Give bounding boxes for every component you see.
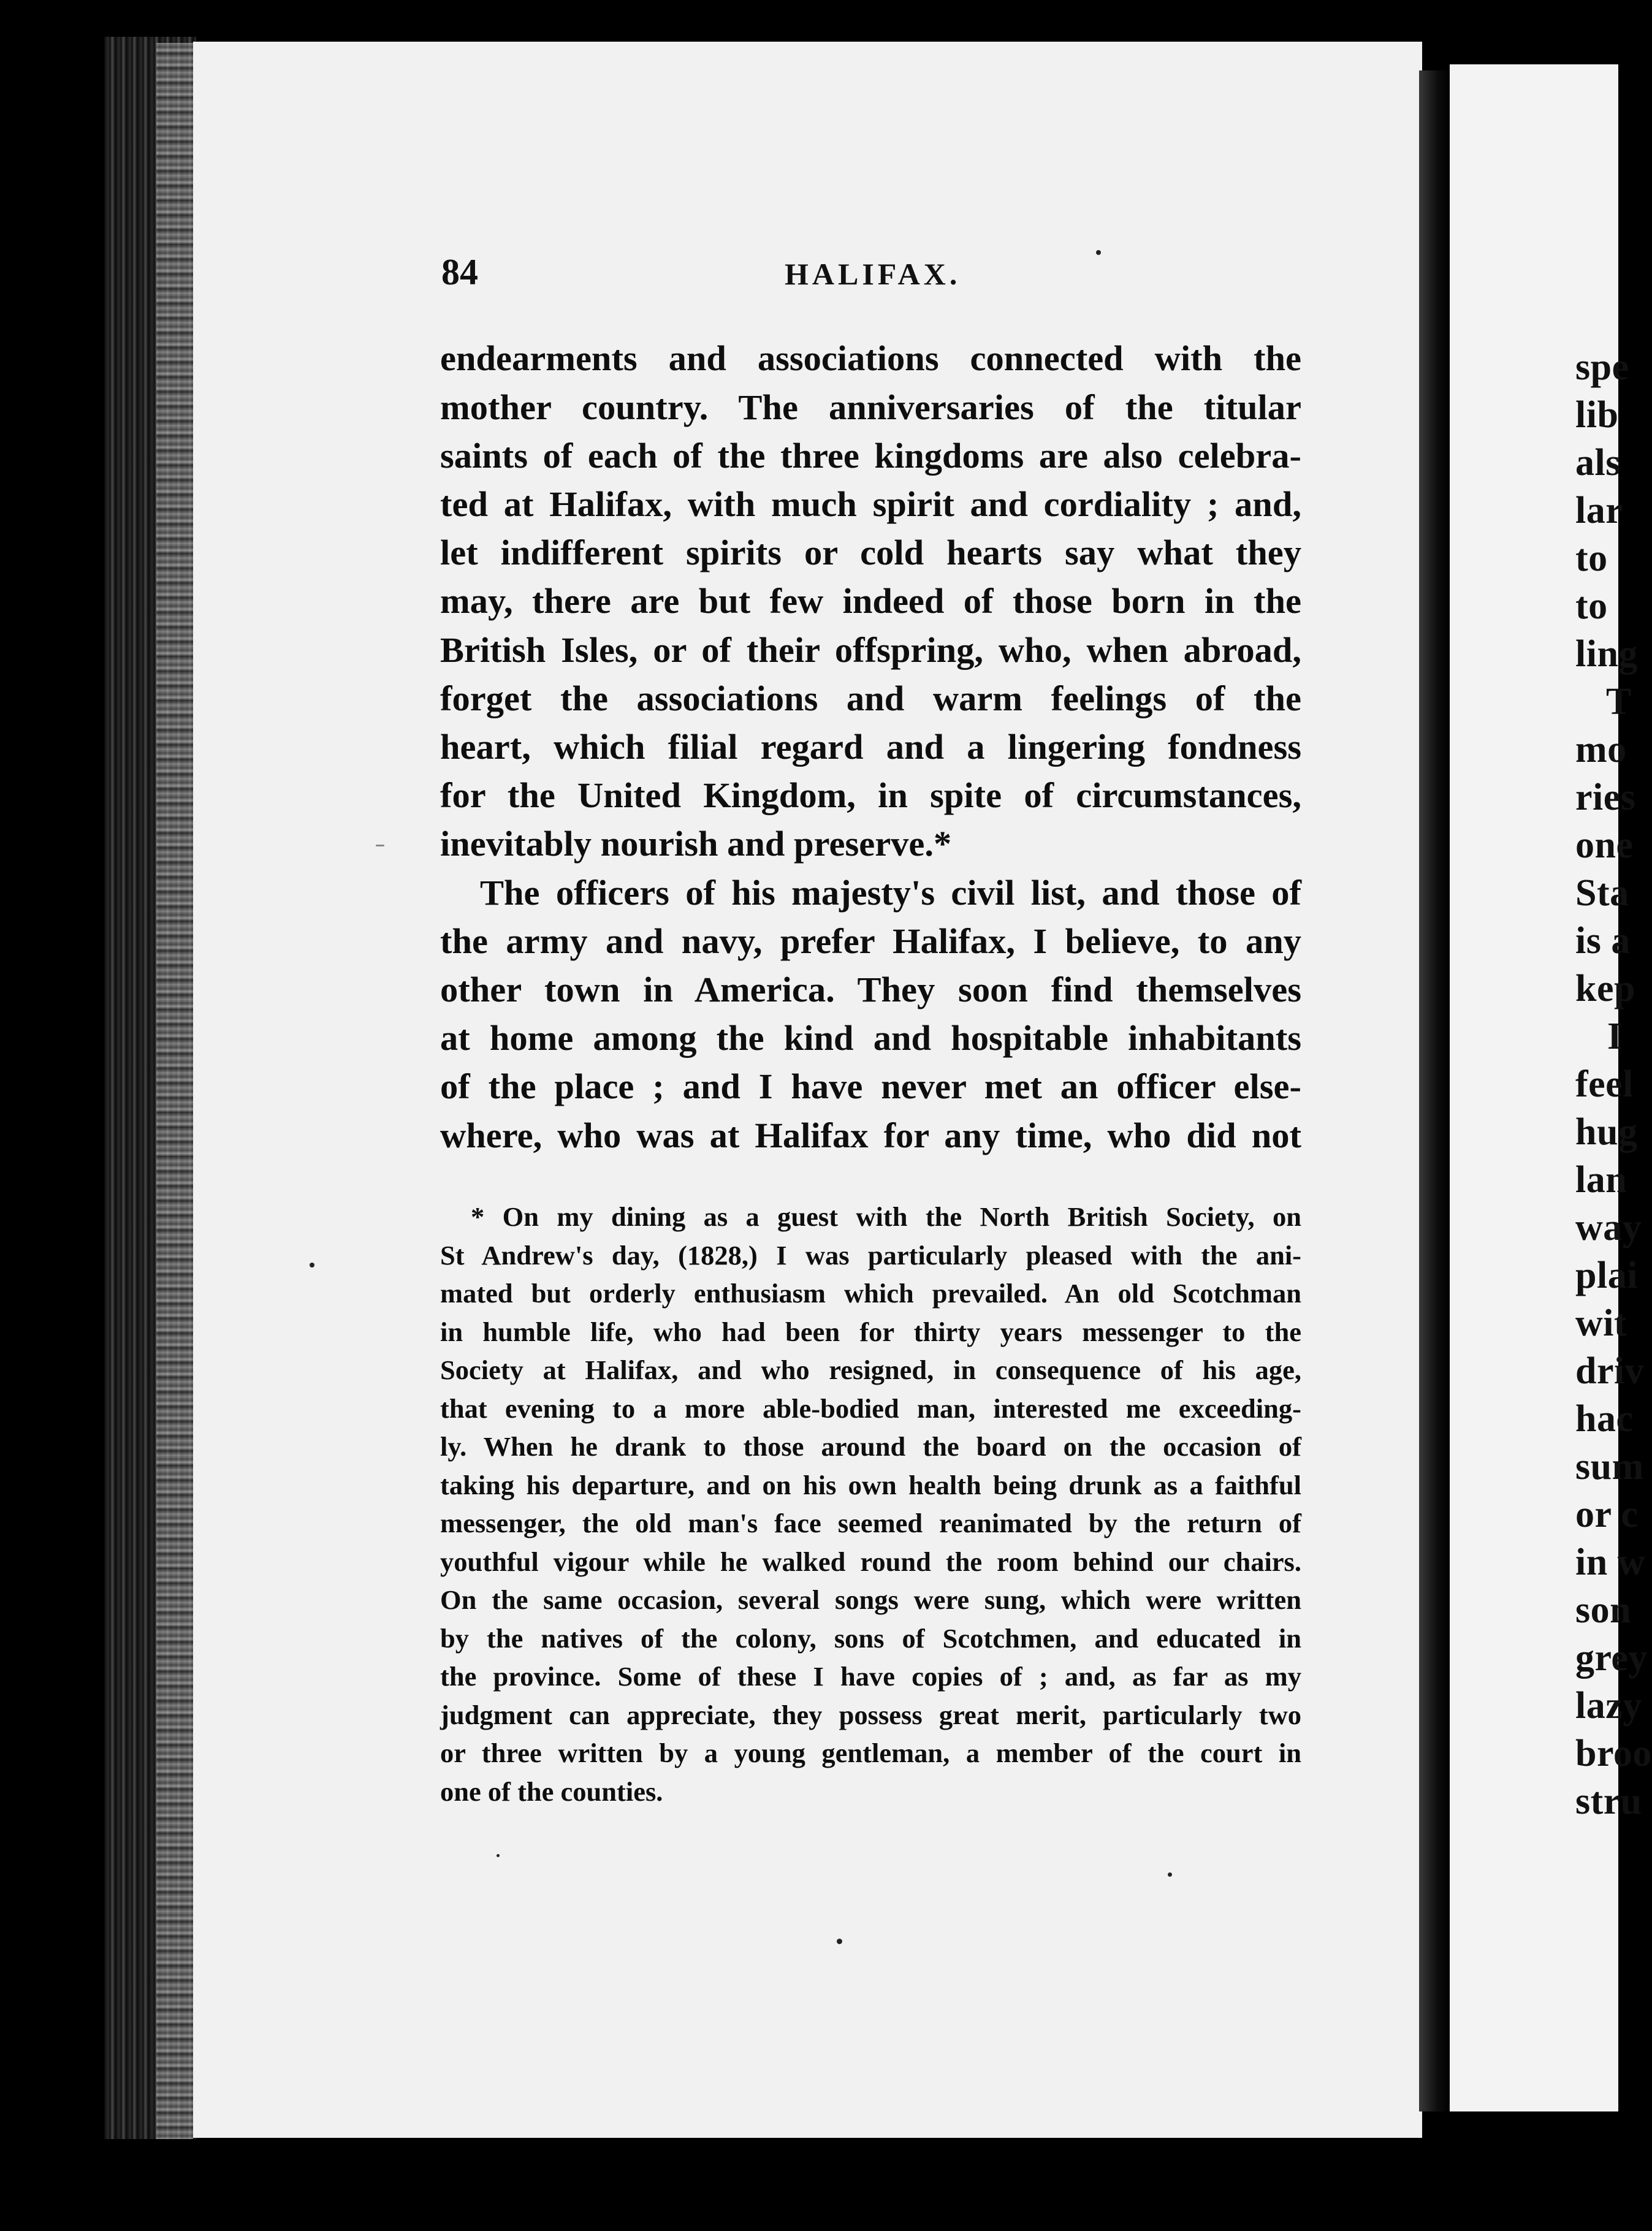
facing-fragment: I	[1607, 1016, 1623, 1057]
footnote-line: St Andrew's day, (1828,) I was particularly pleased with the ani-	[440, 1240, 1301, 1271]
body-line: of the place ; and I have never met an officer else-	[440, 1066, 1301, 1106]
facing-fragment: stru	[1575, 1781, 1642, 1822]
footnote-line: mated but orderly enthusiasm which prevailed. An old Scotchman	[440, 1278, 1301, 1309]
ink-speck	[497, 1854, 500, 1857]
facing-fragment: to	[1575, 585, 1608, 627]
facing-fragment: als	[1575, 442, 1621, 484]
body-line: may, there are but few indeed of those born in the	[440, 581, 1301, 621]
facing-fragment: T	[1606, 681, 1632, 723]
footnote-line: judgment can appreciate, they possess great merit, particularly two	[440, 1700, 1301, 1730]
body-line: The officers of his majesty's civil list, and those of	[480, 873, 1301, 913]
ink-speck	[1168, 1872, 1172, 1877]
facing-fragment: wit	[1575, 1302, 1627, 1344]
facing-fragment: in w	[1575, 1541, 1645, 1583]
ink-speck	[376, 845, 384, 846]
facing-fragment: ling	[1575, 633, 1638, 675]
footnote-line: ly. When he drank to those around the board on the occasion of	[440, 1431, 1301, 1462]
body-line: let indifferent spirits or cold hearts say what they	[440, 533, 1301, 572]
body-line: inevitably nourish and preserve.*	[440, 824, 952, 864]
body-line: saints of each of the three kingdoms are also celebra-	[440, 436, 1301, 476]
facing-fragment: ries	[1575, 777, 1636, 818]
body-line: the army and navy, prefer Halifax, I believe, to any	[440, 921, 1301, 961]
page-stack-edge	[156, 43, 193, 2139]
facing-fragment: plai	[1575, 1255, 1638, 1296]
body-line: at home among the kind and hospitable inhabitants	[440, 1018, 1301, 1058]
facing-fragment: kep	[1575, 968, 1635, 1009]
footnote-line: taking his departure, and on his own health being drunk as a faithful	[440, 1470, 1301, 1500]
body-line: heart, which filial regard and a lingering fondness	[440, 727, 1301, 767]
facing-fragment: to	[1575, 538, 1608, 579]
gutter-shadow	[1419, 70, 1450, 2111]
ink-speck	[310, 1263, 314, 1268]
running-title: HALIFAX.	[785, 257, 961, 291]
footnote-line: the province. Some of these I have copies of ; and, as far as my	[440, 1661, 1301, 1692]
facing-fragment: feel	[1575, 1063, 1634, 1105]
footnote-line: one of the counties.	[440, 1776, 663, 1807]
facing-fragment: lar	[1575, 490, 1623, 531]
body-line: forget the associations and warm feelings of the	[440, 678, 1301, 718]
body-line: where, who was at Halifax for any time, who did not	[440, 1116, 1301, 1155]
facing-fragment: is a	[1575, 920, 1631, 962]
ink-speck	[837, 1939, 842, 1944]
facing-fragment: Sta	[1575, 872, 1629, 914]
body-line: for the United Kingdom, in spite of circumstances,	[440, 775, 1301, 815]
footnote-line: that evening to a more able-bodied man, interested me exceeding-	[440, 1393, 1301, 1424]
facing-fragment: or c	[1575, 1494, 1639, 1535]
facing-fragment: grey	[1575, 1637, 1648, 1679]
facing-fragment: lazy	[1575, 1685, 1642, 1727]
facing-fragment: hac	[1575, 1398, 1634, 1440]
footnote-line: On the same occasion, several songs were sung, which were written	[440, 1584, 1301, 1615]
facing-fragment: spe	[1575, 346, 1629, 388]
page-number: 84	[441, 252, 478, 292]
facing-fragment: way	[1575, 1207, 1642, 1249]
footnote-line: or three written by a young gentleman, a member of the court in	[440, 1738, 1301, 1768]
body-line: other town in America. They soon find themselves	[440, 970, 1301, 1009]
body-line: British Isles, or of their offspring, who, when abroad,	[440, 630, 1301, 670]
footnote-line: in humble life, who had been for thirty years messenger to the	[440, 1317, 1301, 1347]
ink-speck	[1096, 250, 1101, 255]
footnote-line: Society at Halifax, and who resigned, in consequence of his age,	[440, 1355, 1301, 1385]
footnote-line: messenger, the old man's face seemed reanimated by the return of	[440, 1508, 1301, 1538]
facing-fragment: son	[1575, 1589, 1632, 1631]
facing-fragment: broo	[1575, 1733, 1652, 1774]
body-line: endearments and associations connected with the	[440, 338, 1301, 378]
facing-fragment: hug	[1575, 1111, 1638, 1153]
footnote-line: * On my dining as a guest with the North British Society, on	[471, 1201, 1301, 1232]
footnote-line: youthful vigour while he walked round the room behind our chairs.	[440, 1546, 1301, 1577]
facing-fragment: sum	[1575, 1446, 1644, 1488]
facing-fragment: driv	[1575, 1350, 1645, 1392]
facing-fragment: lib	[1575, 394, 1619, 436]
body-line: mother country. The anniversaries of the titular	[440, 387, 1301, 427]
body-line: ted at Halifax, with much spirit and cordiality ; and,	[440, 484, 1301, 524]
facing-fragment: lan	[1575, 1159, 1627, 1201]
facing-fragment: one	[1575, 824, 1634, 866]
footnote-line: by the natives of the colony, sons of Scotchmen, and educated in	[440, 1623, 1301, 1654]
facing-fragment: mo	[1575, 729, 1627, 770]
